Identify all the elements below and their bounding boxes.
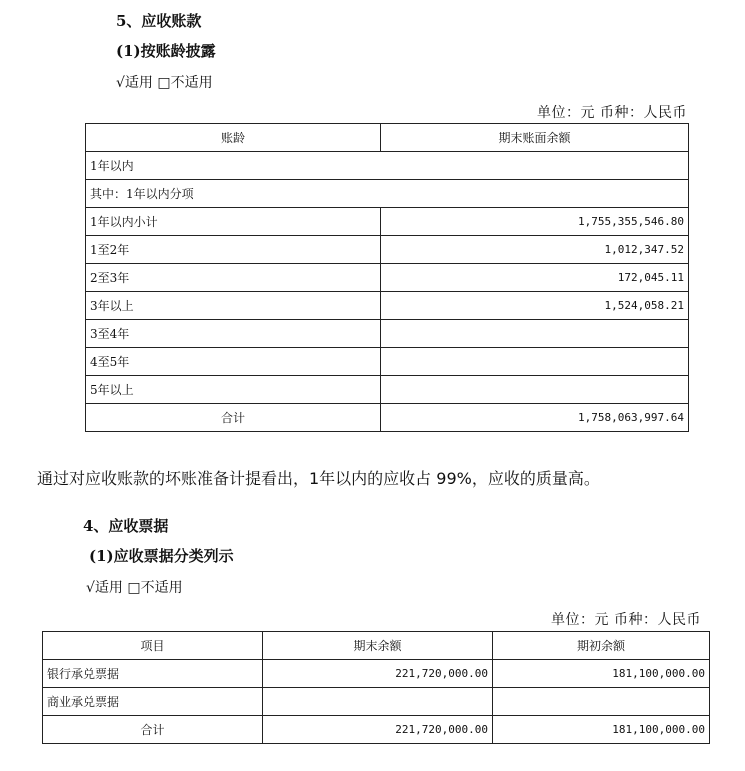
total-label: 合计 (43, 716, 263, 744)
row-ending-value: 221,720,000.00 (263, 660, 493, 688)
row-label: 2至3年 (86, 264, 381, 292)
table-row (86, 348, 689, 376)
table-row (43, 688, 710, 716)
table-row (86, 264, 689, 292)
table-row (86, 208, 689, 236)
subheading-aging-disclosure: (1)按账龄披露 (116, 42, 216, 60)
table-row (86, 236, 689, 264)
row-label: 4至5年 (86, 348, 381, 376)
row-value (381, 376, 689, 404)
header-item: 项目 (43, 632, 263, 660)
row-label: 银行承兑票据 (43, 660, 263, 688)
row-label: 1至2年 (86, 236, 381, 264)
row-value (381, 348, 689, 376)
table-row (86, 292, 689, 320)
applicability-line: √适用 □不适用 (116, 75, 213, 91)
applicability-line-2: √适用 □不适用 (86, 580, 183, 596)
row-label: 5年以上 (86, 376, 381, 404)
row-value (381, 320, 689, 348)
table-row (86, 320, 689, 348)
row-ending-value (263, 688, 493, 716)
table-row (43, 660, 710, 688)
table-row (86, 152, 689, 180)
header-beginning-balance: 期初余额 (493, 632, 710, 660)
section-heading-receivables: 5、应收账款 (116, 12, 202, 30)
table-header-row (86, 124, 689, 152)
row-beginning-value (493, 688, 710, 716)
row-label: 3至4年 (86, 320, 381, 348)
total-ending-value: 221,720,000.00 (263, 716, 493, 744)
commentary-paragraph: 通过对应收账款的坏账准备计提看出，1年以内的应收占 99%，应收的质量高。 (37, 469, 600, 488)
subheading-notes-classification: (1)应收票据分类列示 (89, 547, 234, 565)
section-heading-notes-receivable: 4、应收票据 (83, 517, 169, 535)
row-value: 1,524,058.21 (381, 292, 689, 320)
total-value: 1,758,063,997.64 (381, 404, 689, 432)
row-value: 1,012,347.52 (381, 236, 689, 264)
total-beginning-value: 181,100,000.00 (493, 716, 710, 744)
row-value: 1,755,355,546.80 (381, 208, 689, 236)
row-label: 3年以上 (86, 292, 381, 320)
table-row (86, 180, 689, 208)
row-value: 172,045.11 (381, 264, 689, 292)
row-label: 1年以内小计 (86, 208, 381, 236)
row-beginning-value: 181,100,000.00 (493, 660, 710, 688)
header-ending-balance: 期末账面余额 (381, 124, 689, 152)
total-label: 合计 (86, 404, 381, 432)
row-label: 商业承兑票据 (43, 688, 263, 716)
table-total-row (86, 404, 689, 432)
aging-table (85, 123, 689, 432)
unit-currency-line-2: 单位：元 币种：人民币 (551, 612, 701, 628)
notes-receivable-table (42, 631, 710, 744)
table-row (86, 376, 689, 404)
row-label: 其中：1年以内分项 (86, 180, 689, 208)
table-header-row (43, 632, 710, 660)
unit-currency-line: 单位：元 币种：人民币 (537, 105, 687, 121)
row-label: 1年以内 (86, 152, 689, 180)
header-aging: 账龄 (86, 124, 381, 152)
header-ending-balance: 期末余额 (263, 632, 493, 660)
table-total-row (43, 716, 710, 744)
